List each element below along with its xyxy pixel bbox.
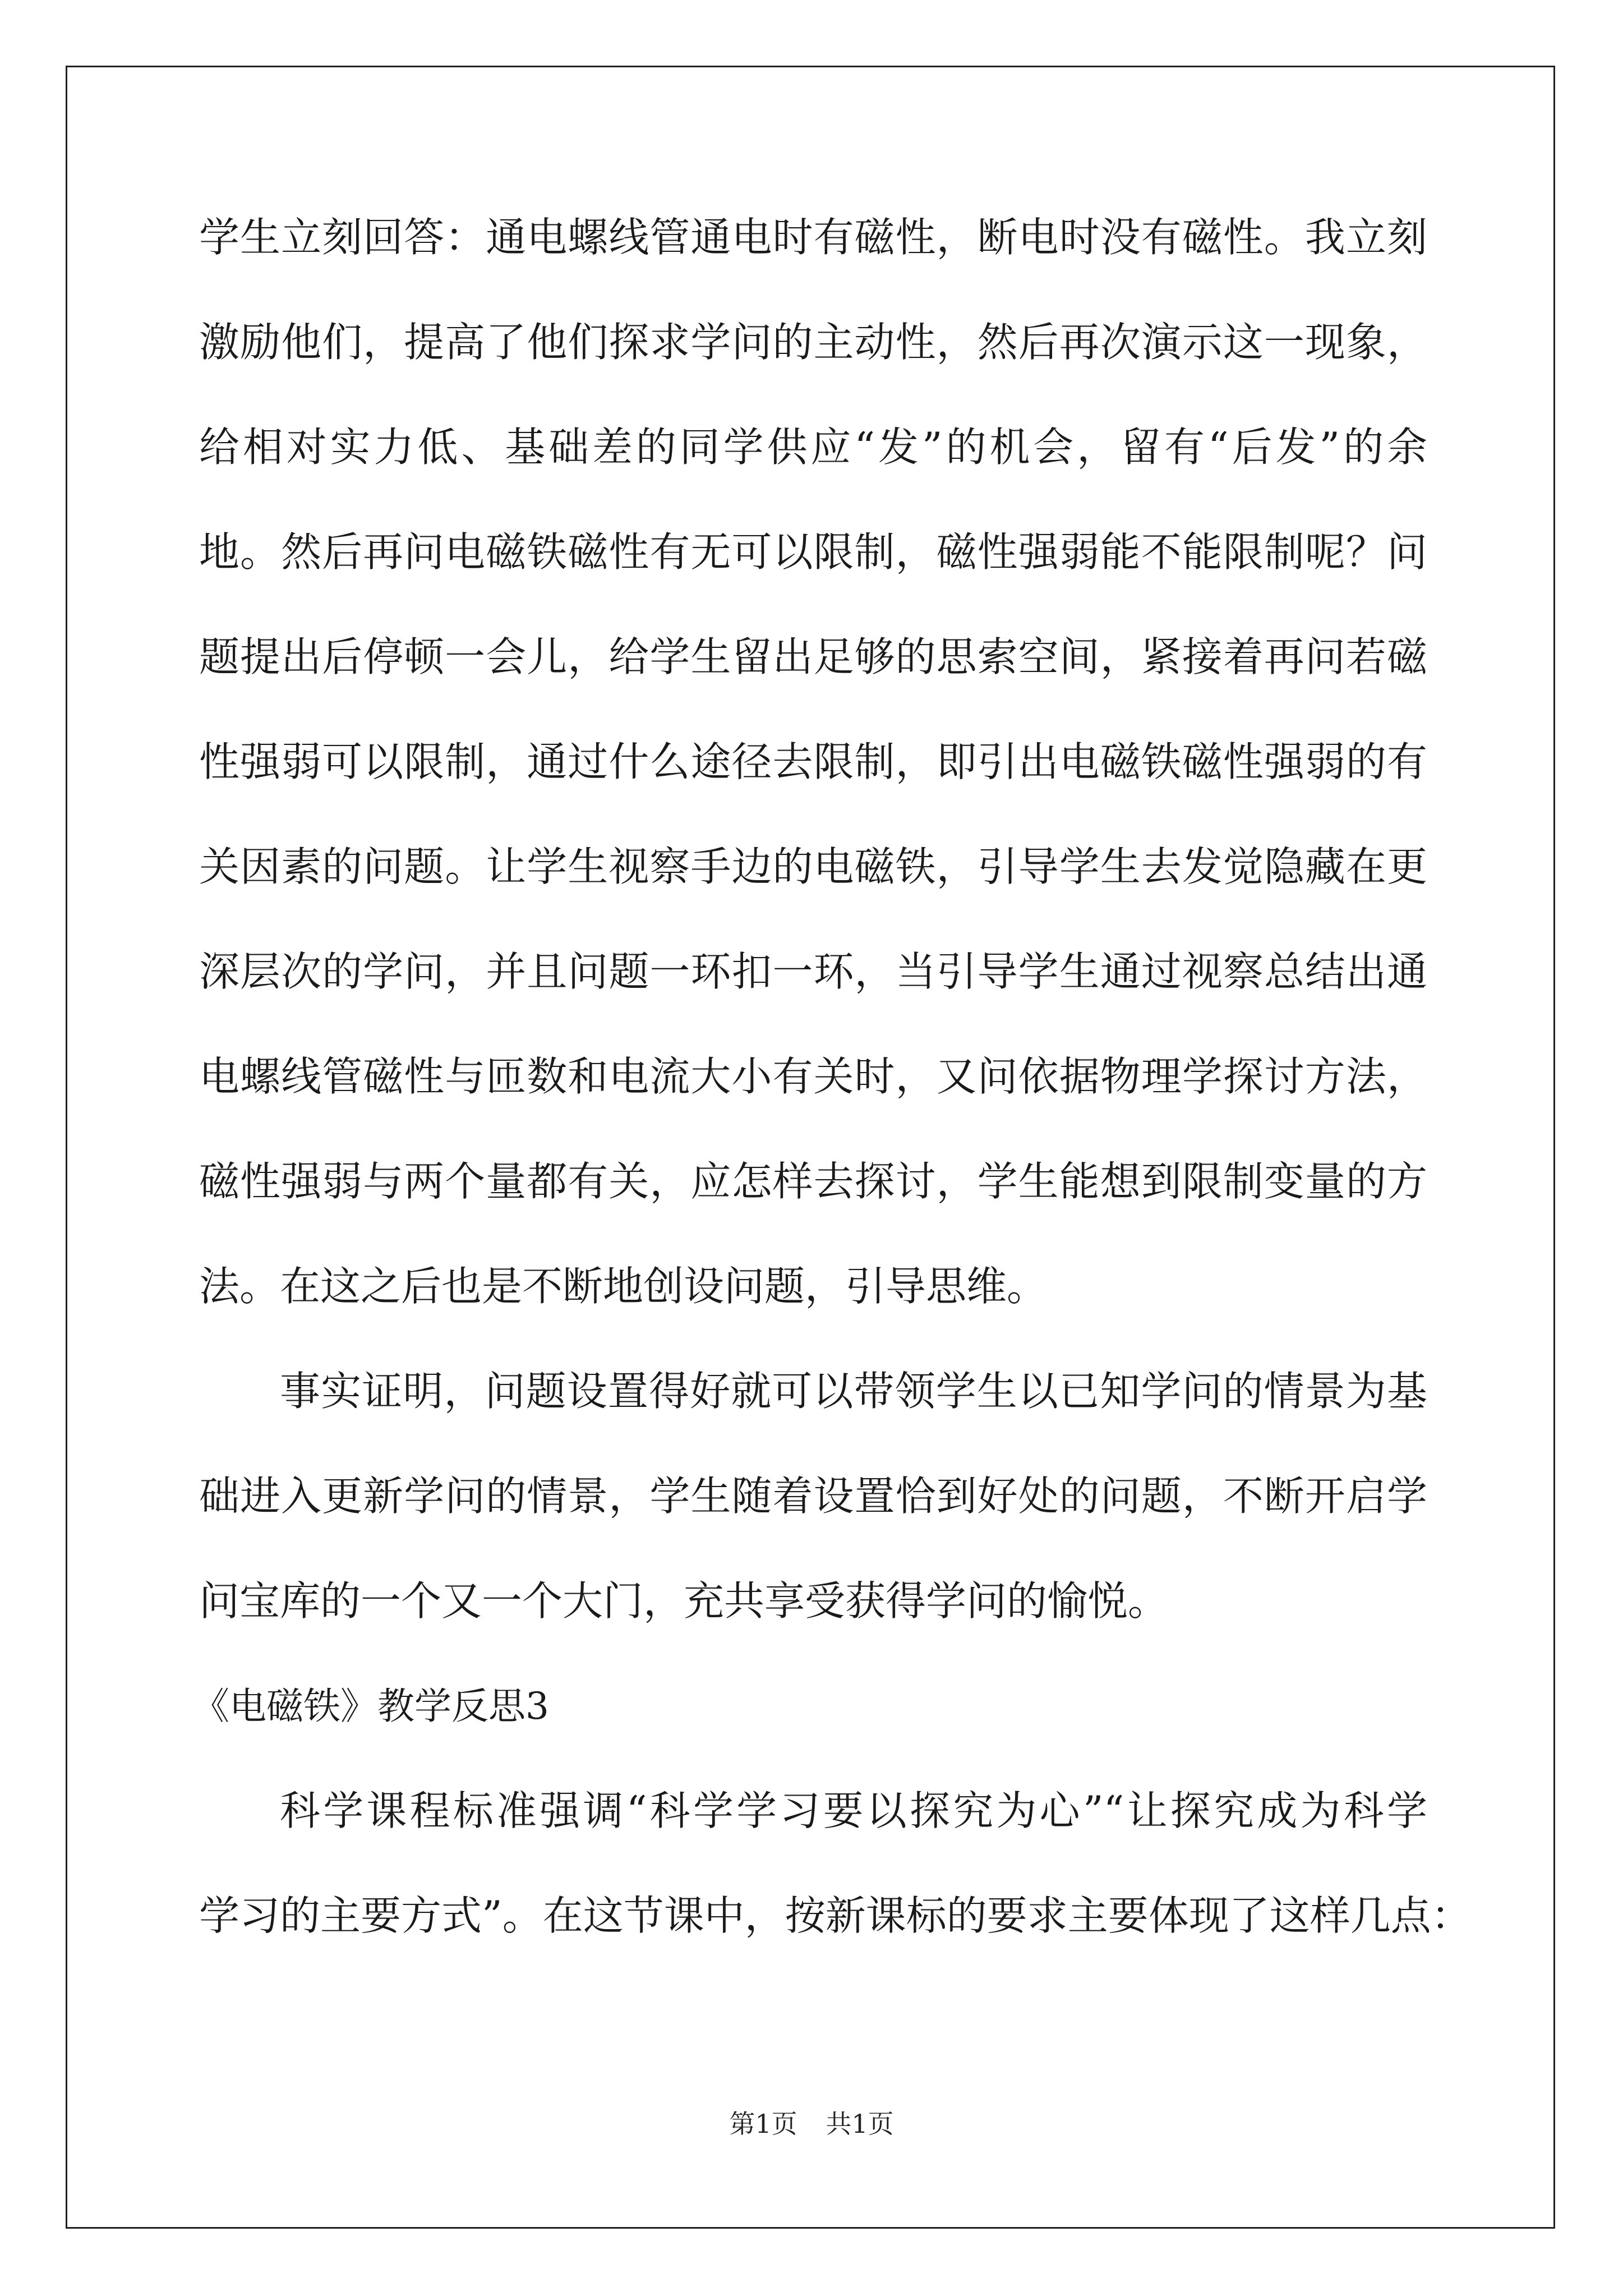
page-footer xyxy=(0,2104,1623,2141)
document-body xyxy=(192,185,1472,1968)
paragraph-1 xyxy=(199,185,1427,1339)
text-line: 础进入更新学问的情景，学生随着设置恰到好处的问题，不断开启学 xyxy=(199,1473,1427,1520)
text-line: 科学课程标准强调“科学学习要以探究为心”“让探究成为科学 xyxy=(280,1787,1427,1834)
text-line: 法。在这之后也是不断地创设问题，引导思维。 xyxy=(199,1263,1048,1310)
text-line: 性强弱可以限制，通过什么途径去限制，即引出电磁铁磁性强弱的有 xyxy=(199,738,1427,785)
section-heading: 《电磁铁》教学反思3 xyxy=(192,1685,549,1728)
paragraph-3 xyxy=(199,1759,1472,1968)
text-line: 事实证明，问题设置得好就可以带领学生以已知学问的情景为基 xyxy=(280,1368,1427,1415)
text-line: 学习的主要方式”。在这节课中，按新课标的要求主要体现了这样几点： xyxy=(199,1892,1472,1939)
text-line: 深层次的学问，并且问题一环扣一环，当引导学生通过视察总结出通 xyxy=(199,948,1427,995)
text-line: 问宝库的一个又一个大门，充共享受获得学问的愉悦。 xyxy=(199,1577,1169,1625)
text-line: 电螺线管磁性与匝数和电流大小有关时，又问依据物理学探讨方法， xyxy=(199,1053,1427,1100)
paragraph-2 xyxy=(199,1339,1427,1654)
text-line: 激励他们，提高了他们探求学问的主动性，然后再次演示这一现象， xyxy=(199,319,1427,366)
page-total: 共1页 xyxy=(826,2109,894,2139)
text-line: 给相对实力低、基础差的同学供应“发”的机会，留有“后发”的余 xyxy=(199,424,1427,471)
text-line: 关因素的问题。让学生视察手边的电磁铁，引导学生去发觉隐藏在更 xyxy=(199,843,1427,890)
text-line: 磁性强弱与两个量都有关，应怎样去探讨，学生能想到限制变量的方 xyxy=(199,1158,1427,1205)
text-line: 题提出后停顿一会儿，给学生留出足够的思索空间，紧接着再问若磁 xyxy=(199,633,1427,680)
text-line: 学生立刻回答：通电螺线管通电时有磁性，断电时没有磁性。我立刻 xyxy=(199,214,1427,261)
page-number: 第1页 xyxy=(729,2109,797,2139)
text-line: 地。然后再问电磁铁磁性有无可以限制，磁性强弱能不能限制呢？问 xyxy=(199,528,1427,576)
